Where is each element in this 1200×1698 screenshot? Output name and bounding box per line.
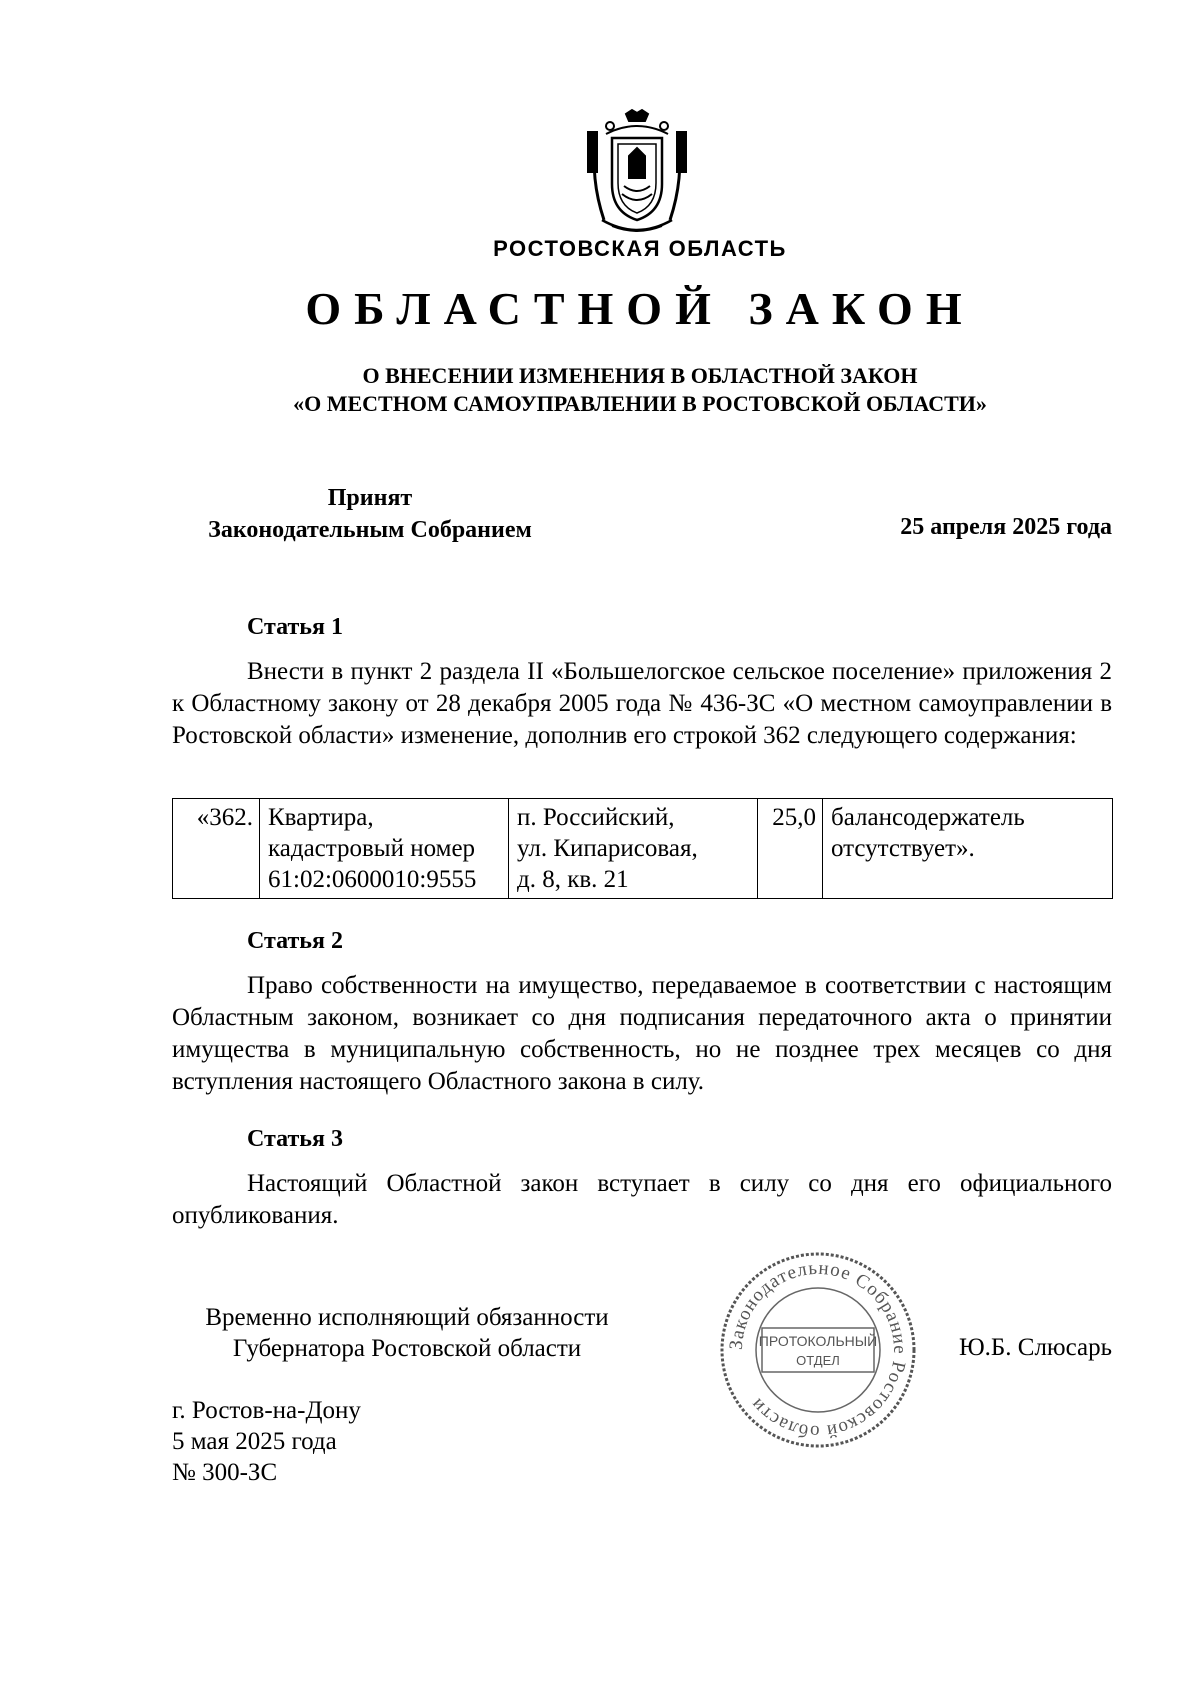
issue-number: № 300-ЗС (172, 1459, 278, 1486)
adoption-date: 25 апреля 2025 года (900, 514, 1112, 540)
article-1-heading: Статья 1 (247, 614, 343, 640)
holder-cell (823, 799, 1113, 899)
cell-line: Квартира, (268, 804, 374, 831)
stamp-ring-text: Законодательное Собрание Ростовской области (725, 1257, 911, 1443)
cell-line: ул. Кипарисовая, (517, 835, 698, 862)
object-cell (260, 799, 509, 899)
cell-line: д. 8, кв. 21 (517, 866, 629, 893)
stamp-center-line: ПРОТОКОЛЬНЫЙ (758, 1333, 878, 1349)
cell-line: кадастровый номер (268, 835, 476, 862)
cell-line: п. Российский, (517, 804, 675, 831)
document-type: ОБЛАСТНОЙ ЗАКОН (305, 283, 975, 334)
law-title-line: «О МЕСТНОМ САМОУПРАВЛЕНИИ В РОСТОВСКОЙ ОБЛАСТИ» (293, 391, 987, 416)
issue-place: г. Ростов-на-Дону (172, 1397, 361, 1424)
signatory-name: Ю.Б. Слюсарь (958, 1334, 1112, 1361)
article-1-text: Внести в пункт 2 раздела II «Большелогское сельское поселение» приложения 2 к Областному закону от 28 декабря 2005 года № 436-ЗС «О местном самоуправлении в Ростовской области» изменение, дополнив его строкой 362 следующего содержания: (172, 658, 1112, 749)
area-cell: 25,0 (758, 799, 823, 899)
stamp-center-line: ОТДЕЛ (796, 1353, 840, 1368)
signatory-title-line: Губернатора Ростовской области (232, 1335, 582, 1362)
article-2-text: Право собственности на имущество, передаваемое в соответствии с настоящим Областным законом, возникает со дня подписания передаточного акта о принятии имущества в муниципальную собственность, но не позднее трех месяцев со дня вступления настоящего Областного закона в силу. (172, 972, 1112, 1095)
article-3-heading: Статья 3 (247, 1126, 343, 1152)
property-table (172, 798, 1113, 899)
signatory-title (172, 1302, 642, 1364)
law-title-line: О ВНЕСЕНИИ ИЗМЕНЕНИЯ В ОБЛАСТНОЙ ЗАКОН (362, 363, 918, 388)
region-name: РОСТОВСКАЯ ОБЛАСТЬ (493, 236, 787, 261)
address-cell (509, 799, 758, 899)
adoption-line: Принят (327, 485, 413, 511)
svg-text:Законодательное Собрание Росто (726, 1258, 910, 1442)
adoption-line: Законодательным Собранием (208, 517, 532, 543)
issue-info (172, 1395, 361, 1488)
coat-of-arms-icon (582, 108, 692, 242)
cell-line: отсутствует». (831, 835, 975, 862)
table-row (173, 799, 1113, 899)
adoption-info (175, 482, 565, 546)
official-stamp (718, 1250, 918, 1450)
article-3-text: Настоящий Областной закон вступает в силу со дня его официального опубликования. (172, 1170, 1112, 1229)
law-title (0, 362, 1200, 418)
cell-line: балансодержатель (831, 804, 1025, 831)
row-number-cell: «362. (173, 799, 260, 899)
cell-line: 61:02:0600010:9555 (268, 866, 477, 893)
article-2-heading: Статья 2 (247, 928, 343, 954)
signatory-title-line: Временно исполняющий обязанности (205, 1304, 609, 1331)
issue-date: 5 мая 2025 года (172, 1428, 337, 1455)
